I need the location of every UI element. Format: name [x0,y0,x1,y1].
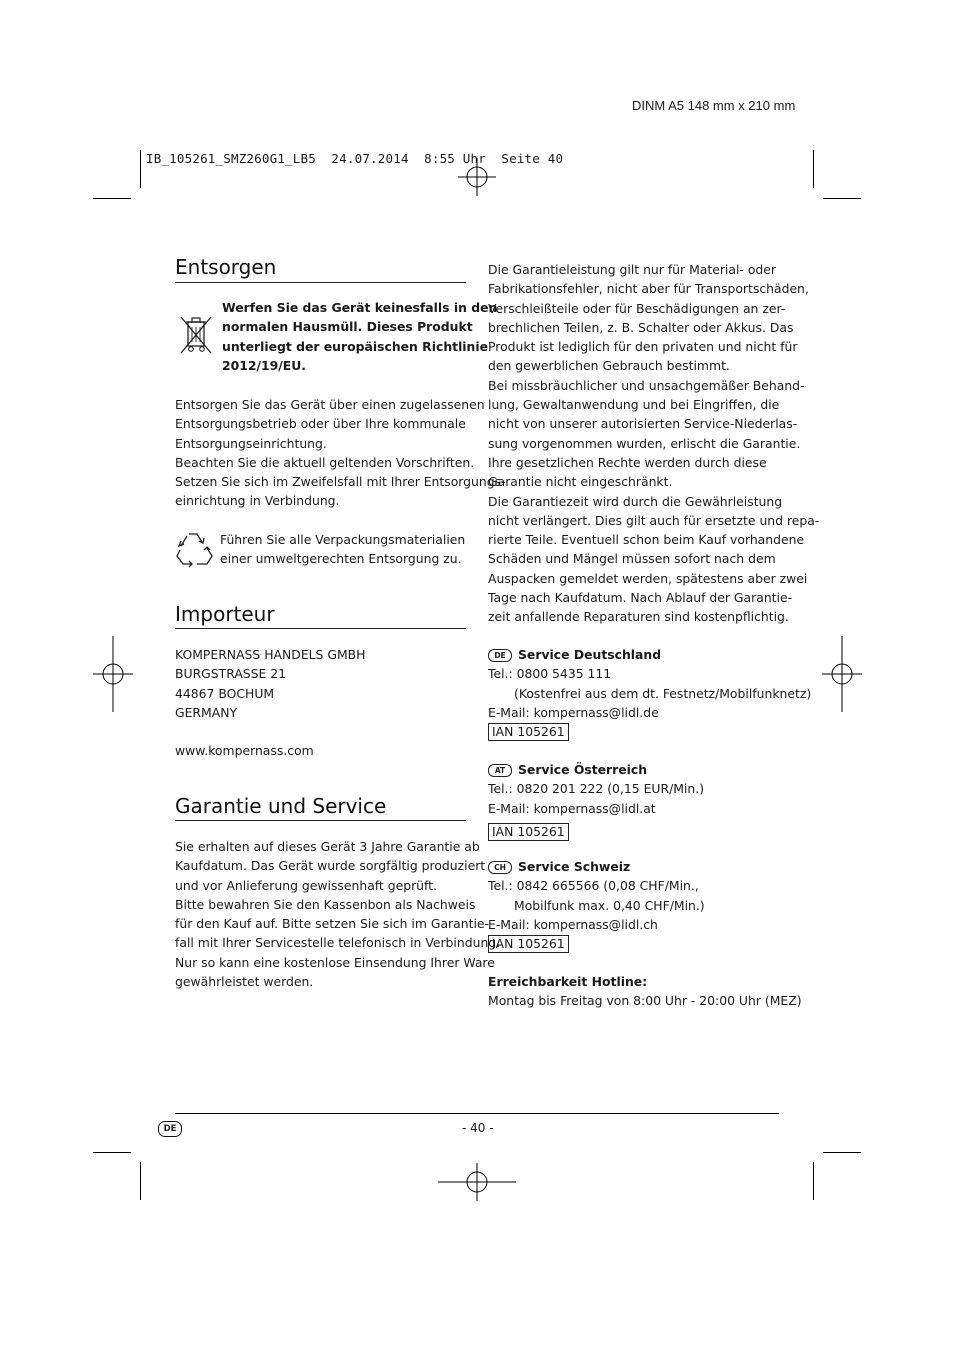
format-label: DINM A5 148 mm x 210 mm [632,98,796,113]
ian-box: IAN 105261 [488,723,569,741]
ian-box: IAN 105261 [488,823,569,841]
service-phone: Tel.: 0800 5435 111 [488,666,612,682]
slug-line: IB_105261_SMZ260G1_LB5 24.07.2014 8:55 Uhr Seite 40 [146,151,564,166]
text-line: für den Kauf auf. Bitte setzen Sie sich im Garantie- [175,916,489,932]
registration-mark-bottom [438,1163,516,1201]
heading-rule [175,282,466,283]
packaging-note [220,530,465,569]
service-email: E-Mail: kompernass@lidl.ch [488,916,658,932]
text-line: Verschleißteile oder für Beschädigungen an zer- [488,300,786,316]
text-line: Sie erhalten auf dieses Gerät 3 Jahre Garantie ab [175,839,480,854]
text-line: normalen Hausmüll. Dieses Produkt [222,319,473,335]
heading-garantie: Garantie und Service [175,794,387,818]
text-line: Fabrikationsfehler, nicht aber für Transportschäden, [488,281,809,297]
text-line: Schäden und Mängel müssen sofort nach dem [488,551,776,567]
service-title [488,760,704,779]
registration-mark-left [93,636,133,712]
text-line: Beachten Sie die aktuell geltenden Vorschriften. [175,454,475,470]
weee-warning [222,298,497,375]
text-line: Ihre gesetzlichen Rechte werden durch diese [488,454,767,470]
hotline-info [488,972,802,1011]
registration-mark-top [458,158,496,196]
service-title-text: Service Österreich [518,762,648,777]
text-line: Produkt ist lediglich für den privaten und nicht für [488,339,798,355]
language-badge: DE [158,1121,182,1137]
text-line: Tage nach Kaufdatum. Nach Ablauf der Garantie- [488,590,793,606]
service-oesterreich [488,760,704,841]
service-phone-note: (Kostenfrei aus dem dt. Festnetz/Mobilfunknetz) [514,685,812,701]
crossed-out-bin-icon [178,314,216,356]
text-line: Führen Sie alle Verpackungsmaterialien [220,532,466,547]
entsorgen-body [175,395,506,511]
text-line: Entsorgungsbetrieb oder über Ihre kommunale [175,416,466,432]
text-line: den gewerblichen Gebrauch bestimmt. [488,358,730,374]
text-line: Entsorgungseinrichtung. [175,435,327,451]
text-line: lung, Gewaltanwendung und bei Eingriffen, die [488,397,780,413]
service-deutschland [488,645,811,741]
recycle-icon [175,530,215,568]
website-link[interactable]: www.kompernass.com [175,743,314,758]
page-number: - 40 - [462,1121,494,1135]
text-line: Entsorgen Sie das Gerät über einen zugelassenen [175,397,485,412]
heading-importeur: Importeur [175,602,275,626]
text-line: unterliegt der europäischen Richtlinie [222,338,489,354]
service-phone-note: Mobilfunk max. 0,40 CHF/Min.) [514,897,705,913]
text-line: fall mit Ihrer Servicestelle telefonisch in Verbindung. [175,935,501,951]
text-line: Garantie nicht eingeschränkt. [488,474,673,490]
crop-mark [93,198,131,199]
text-line: nicht verlängert. Dies gilt auch für ersetzte und repa- [488,512,820,528]
flag-at-badge: AT [488,764,512,777]
footer-rule [175,1113,779,1114]
text-line: Auspacken gemeldet werden, spätestens aber zwei [488,570,808,586]
heading-entsorgen: Entsorgen [175,255,277,279]
text-line: Die Garantiezeit wird durch die Gewährleistung [488,493,783,509]
text-line: Setzen Sie sich im Zweifelsfall mit Ihrer Entsorgungs- [175,474,506,490]
service-email: E-Mail: kompernass@lidl.at [488,800,656,816]
service-phone: Tel.: 0842 665566 (0,08 CHF/Min., [488,878,699,894]
crop-mark [813,1162,814,1200]
text-line: GERMANY [175,704,238,720]
ian-box: IAN 105261 [488,935,569,953]
text-line: nicht von unserer autorisierten Service-Niederlas- [488,416,798,432]
flag-ch-badge: CH [488,861,512,874]
text-line: einrichtung in Verbindung. [175,493,340,509]
crop-mark [813,150,814,188]
crop-mark [140,1162,141,1200]
text-line: BURGSTRASSE 21 [175,666,287,682]
text-line: Die Garantieleistung gilt nur für Material- oder [488,262,776,277]
text-line: sung vorgenommen wurden, erlischt die Garantie. [488,435,801,451]
crop-mark [140,150,141,188]
service-schweiz [488,857,705,953]
text-line: Bei missbräuchlicher und unsachgemäßer Behand- [488,377,805,393]
heading-rule [175,628,466,629]
service-title [488,857,705,876]
text-line: 2012/19/EU. [222,357,307,373]
importer-address [175,645,365,722]
service-title [488,645,811,664]
service-title-text: Service Deutschland [518,647,662,662]
registration-mark-right [822,636,862,712]
hotline-title: Erreichbarkeit Hotline: [488,974,648,989]
hotline-hours: Montag bis Freitag von 8:00 Uhr - 20:00 Uhr (MEZ) [488,993,802,1009]
service-phone: Tel.: 0820 201 222 (0,15 EUR/Min.) [488,781,705,797]
text-line: einer umweltgerechten Entsorgung zu. [220,551,462,567]
service-title-text: Service Schweiz [518,859,631,874]
crop-mark [823,1152,861,1153]
text-line: Nur so kann eine kostenlose Einsendung Ihrer Ware [175,954,495,970]
crop-mark [93,1152,131,1153]
warranty-conditions [488,260,819,627]
text-line: zeit anfallende Reparaturen sind kostenpflichtig. [488,609,789,625]
heading-rule [175,820,466,821]
garantie-body [175,837,500,991]
crop-mark [823,198,861,199]
service-email: E-Mail: kompernass@lidl.de [488,704,659,720]
text-line: Werfen Sie das Gerät keinesfalls in den [222,300,498,315]
text-line: 44867 BOCHUM [175,685,275,701]
text-line: gewährleistet werden. [175,974,314,990]
text-line: brechlichen Teilen, z. B. Schalter oder Akkus. Das [488,319,794,335]
flag-de-badge: DE [488,649,512,662]
text-line: und vor Anlieferung gewissenhaft geprüft. [175,877,437,893]
text-line: rierte Teile. Eventuell schon beim Kauf vorhandene [488,532,805,548]
text-line: Bitte bewahren Sie den Kassenbon als Nachweis [175,896,476,912]
text-line: KOMPERNASS HANDELS GMBH [175,647,366,662]
text-line: Kaufdatum. Das Gerät wurde sorgfältig produziert [175,858,486,874]
